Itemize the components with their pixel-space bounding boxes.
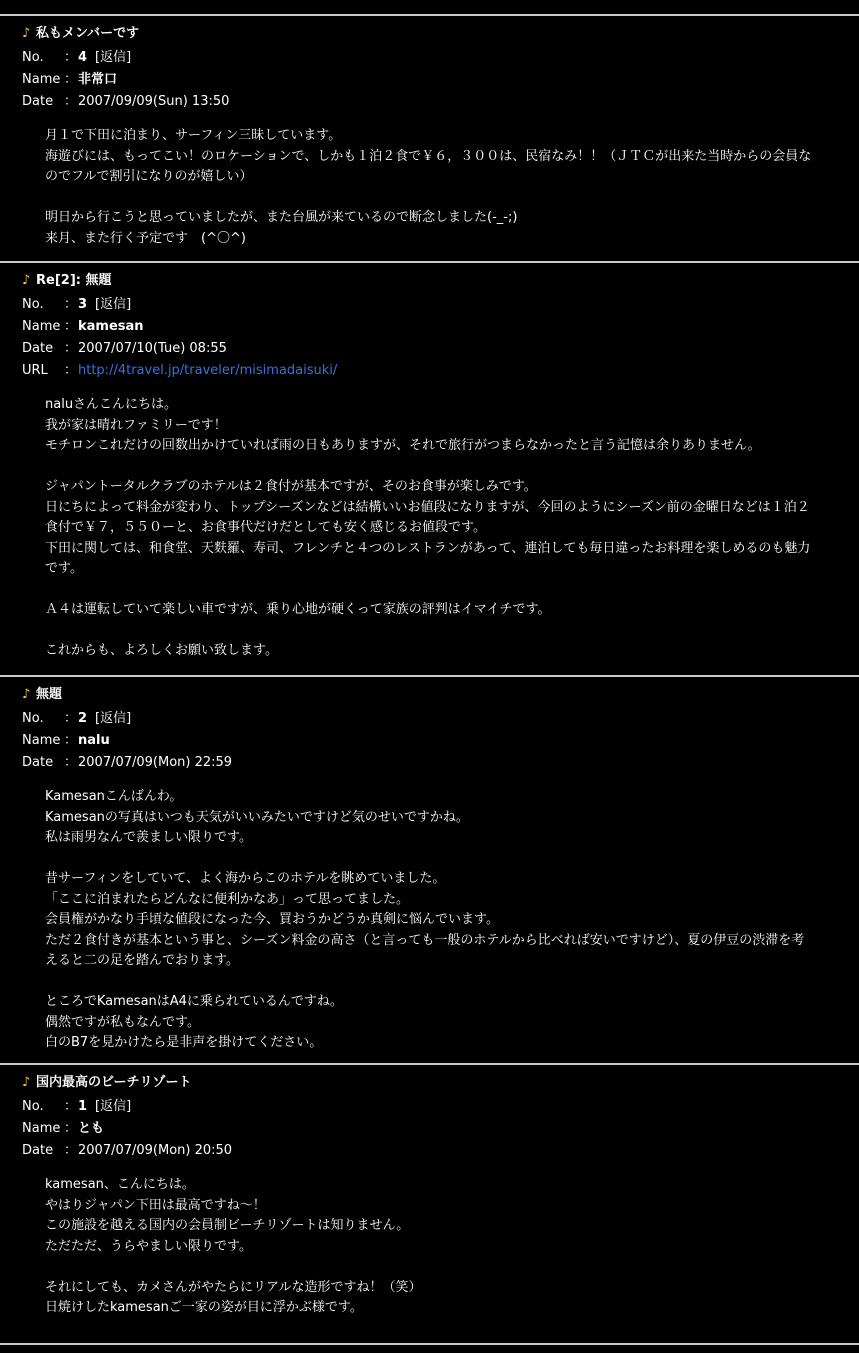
music-note-icon: ♪	[22, 1075, 31, 1090]
name-label: Name	[22, 1121, 61, 1136]
body-line: ジャパントータルクラブのホテルは２食付が基本ですが、そのお食事が楽しみです。	[45, 479, 537, 494]
post-no-row	[22, 294, 859, 316]
date-label: Date	[22, 1143, 54, 1158]
reply-link[interactable]: [返信]	[95, 50, 132, 65]
blank-line	[45, 580, 829, 601]
name-label: Name	[22, 319, 61, 334]
blank-line	[45, 849, 829, 870]
colon: ：	[64, 319, 78, 334]
blank-line	[45, 457, 829, 478]
post-name-row	[22, 69, 859, 91]
body-line: えると二の足を踏んでおります。	[45, 953, 239, 968]
homepage-link[interactable]: http://4travel.jp/traveler/misimadaisuki/	[78, 363, 338, 378]
post-4	[0, 14, 859, 261]
colon: ：	[64, 72, 78, 87]
post-number: 2	[78, 711, 88, 726]
colon: ：	[64, 50, 78, 65]
body-line: 我が家は晴れファミリーです！	[45, 417, 227, 433]
colon: ：	[64, 1099, 78, 1114]
post-url-row	[22, 360, 859, 382]
post-date: 2007/07/10(Tue) 08:55	[78, 341, 227, 356]
body-line: ただ２食付きが基本という事と、シーズン料金の高さ（と言っても一般のホテルから比べれば安いですけど）、夏の伊豆の渋滞を考	[45, 932, 805, 948]
no-label: No.	[22, 50, 44, 65]
post-header	[0, 272, 859, 382]
post-number: 1	[78, 1099, 88, 1114]
colon: ：	[64, 733, 78, 748]
body-line: 海遊びには、もってこい！のロケーションで、しかも１泊２食で￥６，３００は、民宿なみ！！（ＪＴＣが出来た当時からの会員な	[45, 148, 812, 164]
post-header	[0, 1074, 859, 1162]
post-date-row	[22, 91, 859, 113]
colon: ：	[64, 297, 78, 312]
music-note-icon: ♪	[22, 687, 31, 702]
body-line: 白のB7を見かけたら是非声を掛けてください。	[45, 1035, 323, 1050]
body-line: 私は雨男なんで羨ましい限りです。	[45, 830, 252, 845]
body-line: 明日から行こうと思っていましたが、また台風が来ているので断念しました(-_-;)	[45, 210, 518, 225]
music-note-icon: ♪	[22, 273, 31, 288]
post-title-row	[22, 1074, 859, 1092]
body-line: 昔サーフィンをしていて、よく海からこのホテルを眺めていました。	[45, 871, 446, 886]
colon: ：	[64, 341, 78, 356]
body-line: 日焼けしたkamesanご一家の姿が目に浮かぶ様です。	[45, 1300, 363, 1315]
body-line: ただただ、うらやましい限りです。	[45, 1238, 252, 1254]
post-3	[0, 261, 859, 675]
post-date: 2007/07/09(Mon) 20:50	[78, 1143, 233, 1158]
blank-line	[45, 972, 829, 993]
post-title: Re[2]: 無題	[36, 273, 112, 288]
no-label: No.	[22, 297, 44, 312]
music-note-icon: ♪	[22, 26, 31, 41]
post-header	[0, 25, 859, 113]
post-date-row	[22, 752, 859, 774]
body-line: のでフルで割引になりのが嬉しい）	[45, 169, 253, 184]
author-name: nalu	[78, 733, 110, 748]
body-line: 日にちによって料金が変わり、トップシーズンなどは結構いいお値段になりますが、今回のようにシーズン前の金曜日などは１泊２	[45, 499, 810, 515]
post-no-row	[22, 1096, 859, 1118]
colon: ：	[64, 755, 78, 770]
reply-link[interactable]: [返信]	[95, 297, 132, 312]
author-name: kamesan	[78, 319, 144, 334]
post-date: 2007/07/09(Mon) 22:59	[78, 755, 233, 770]
body-line: です。	[45, 561, 83, 576]
body-line: 下田に関しては、和食堂、天麩羅、寿司、フレンチと４つのレストランがあって、連泊しても毎日違ったお料理を楽しめるのも魅力	[45, 540, 811, 556]
name-label: Name	[22, 733, 61, 748]
colon: ：	[64, 711, 78, 726]
post-title-row	[22, 25, 859, 43]
post-date-row	[22, 1140, 859, 1162]
body-line: それにしても、カメさんがやたらにリアルな造形ですね！（笑）	[45, 1279, 422, 1295]
post-no-row	[22, 47, 859, 69]
body-line: 月１で下田に泊まり、サーフィン三昧しています。	[45, 128, 342, 143]
url-label: URL	[22, 363, 48, 378]
post-title-row	[22, 686, 859, 704]
post-title: 私もメンバーです	[36, 26, 140, 41]
colon: ：	[64, 94, 78, 109]
post-name-row	[22, 316, 859, 338]
post-title: 無題	[36, 687, 63, 702]
body-line: 偶然ですが私もなんです。	[45, 1014, 200, 1030]
post-no-row	[22, 708, 859, 730]
post-date-row	[22, 338, 859, 360]
date-label: Date	[22, 341, 54, 356]
reply-link[interactable]: [返信]	[95, 1099, 132, 1114]
author-name: とも	[78, 1121, 105, 1136]
post-number: 3	[78, 297, 88, 312]
date-label: Date	[22, 94, 54, 109]
post-title-row	[22, 272, 859, 290]
date-label: Date	[22, 755, 54, 770]
post-body	[0, 1175, 859, 1319]
post-1	[0, 1063, 859, 1332]
blank-line	[45, 188, 829, 209]
post-name-row	[22, 730, 859, 752]
body-line: この施設を越える国内の会員制ビーチリゾートは知りません。	[45, 1218, 410, 1233]
post-date: 2007/09/09(Sun) 13:50	[78, 94, 230, 109]
author-name: 非常口	[78, 72, 118, 87]
post-2	[0, 675, 859, 1063]
name-label: Name	[22, 72, 61, 87]
body-line: Kamesanの写真はいつも天気がいいみたいですけど気のせいですかね。	[45, 809, 469, 825]
post-body	[0, 126, 859, 249]
bottom-divider	[0, 1343, 859, 1345]
no-label: No.	[22, 711, 44, 726]
body-line: Ａ４は運転していて楽しい車ですが、乗り心地が硬くって家族の評判はイマイチです。	[45, 602, 551, 617]
post-title: 国内最高のビーチリゾート	[36, 1075, 192, 1090]
body-line: やはりジャパン下田は最高ですね～！	[45, 1197, 266, 1213]
body-line: Kamesanこんばんわ。	[45, 789, 183, 804]
body-line: ところでKamesanはA4に乗られているんですね。	[45, 994, 343, 1009]
colon: ：	[64, 1121, 78, 1136]
body-line: 会員権がかなり手頃な値段になった今、買おうかどうか真剣に悩んでいます。	[45, 912, 499, 927]
blank-line	[45, 621, 829, 642]
body-line: モチロンこれだけの回数出かけていれば雨の日もありますが、それで旅行がつまらなかったと言う記憶は余りありません。	[45, 438, 761, 453]
no-label: No.	[22, 1099, 44, 1114]
post-body	[0, 395, 859, 662]
body-line: 食付で￥７，５５０ーと、お食事代だけだとしても安く感じるお値段です。	[45, 520, 486, 535]
post-number: 4	[78, 50, 88, 65]
colon: ：	[64, 1143, 78, 1158]
reply-link[interactable]: [返信]	[95, 711, 132, 726]
body-line: kamesan、こんにちは。	[45, 1177, 195, 1192]
blank-line	[45, 1257, 829, 1278]
body-line: 「ここに泊まれたらどんなに便利かなあ」って思ってました。	[45, 891, 410, 907]
colon: ：	[64, 363, 78, 378]
message-board	[0, 14, 859, 1332]
post-name-row	[22, 1118, 859, 1140]
body-line: naluさんこんにちは。	[45, 397, 178, 412]
post-header	[0, 686, 859, 774]
post-body	[0, 787, 859, 1054]
body-line: 来月、また行く予定です (^〇^)	[45, 230, 246, 246]
body-line: これからも、よろしくお願い致します。	[45, 643, 278, 658]
